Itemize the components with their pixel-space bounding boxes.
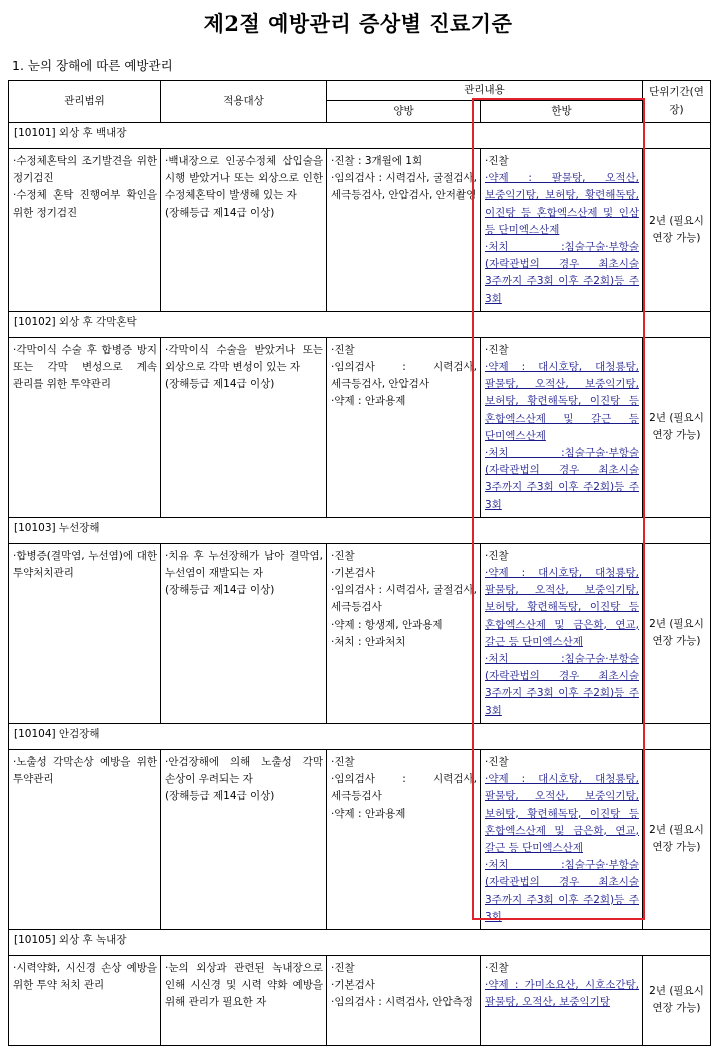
group-title: [10101] 외상 후 백내장 (9, 123, 711, 149)
oriental-cell (481, 149, 643, 312)
oriental-link-line: ·약제 : 대시호탕, 대청룡탕, 팔물탕, 오적산, 보중익기탕, 보허탕, 황련해독탕, 이진탕 등 혼합엑스산제 및 갈근 등 단미엑스산제 (485, 361, 639, 442)
western-cell-line: ·진찰 (331, 755, 355, 768)
western-cell-line: ·임의검사 : 시력검사, 세극등검사, 안압검사 (331, 361, 477, 391)
scope-cell (9, 749, 161, 929)
western-cell-line: ·진찰 (331, 549, 355, 562)
western-cell (327, 543, 481, 723)
period-cell: 2년 (필요시 연장 가능) (643, 955, 711, 1045)
western-cell (327, 149, 481, 312)
scope-cell-line: ·각막이식 수술 후 합병증 방지 또는 각막 변성으로 계속 관리를 위한 투약관리 (13, 343, 157, 391)
target-cell-line: (장해등급 제14급 이상) (165, 206, 275, 219)
oriental-link-line: ·처치 :침술구술·부항술(자락관법의 경우 최초시술 3주까지 주3회 이후 주2회)등 주 3회 (485, 859, 639, 923)
western-cell-line: ·임의검사 : 시력검사, 굴절검사, 세극등검사 (331, 584, 477, 614)
western-cell-line: ·약제 : 항생제, 안과용제 (331, 618, 443, 631)
target-cell-line: ·각막이식 수술을 받았거나 또는 외상으로 각막 변성이 있는 자 (165, 343, 323, 374)
oriental-link-line: ·처치 :침술구술·부항술(자락관법의 경우 최초시술 3주까지 주3회 이후 주2회)등 주 3회 (485, 241, 639, 305)
western-cell-line: ·약제 : 안과용제 (331, 395, 406, 408)
oriental-link-line: ·약제 : 가미소요산, 시호소간탕, 팔물탕, 오적산, 보중익기탕 (485, 979, 639, 1009)
page-title: 제2절 예방관리 증상별 진료기준 (203, 11, 513, 36)
western-cell (327, 955, 481, 1045)
target-cell-line: ·치유 후 누선장해가 남아 결막염, 누선염이 재발되는 자 (165, 549, 323, 580)
group-title: [10105] 외상 후 녹내장 (9, 929, 711, 955)
header-period: 단위기간(연장) (643, 81, 711, 123)
group-title: [10102] 외상 후 각막혼탁 (9, 311, 711, 337)
period-cell: 2년 (필요시 연장 가능) (643, 749, 711, 929)
group-title: [10103] 누선장해 (9, 517, 711, 543)
western-cell-line: ·임의검사 : 시력검사, 굴절검사, 세극등검사, 안압검사, 안저촬영 (331, 172, 477, 202)
target-cell-line: (장해등급 제14급 이상) (165, 790, 275, 803)
target-cell-line: ·안검장해에 의해 노출성 각막 손상이 우려되는 자 (165, 755, 323, 786)
western-cell-line: ·약제 : 안과용제 (331, 807, 406, 820)
oriental-cell (481, 749, 643, 929)
period-cell: 2년 (필요시 연장 가능) (643, 149, 711, 312)
scope-cell (9, 955, 161, 1045)
header-content: 관리내용 (327, 81, 643, 101)
criteria-table (8, 80, 711, 1046)
target-cell (161, 149, 327, 312)
oriental-cell-line: ·진찰 (485, 343, 509, 356)
scope-cell (9, 149, 161, 312)
header-western: 양방 (327, 101, 481, 123)
western-cell-line: ·임의검사 : 시력검사, 세극등검사 (331, 773, 477, 803)
header-target: 적용대상 (161, 81, 327, 123)
oriental-cell-line: ·진찰 (485, 961, 509, 974)
oriental-cell-line: ·진찰 (485, 549, 509, 562)
header-oriental: 한방 (481, 101, 643, 123)
scope-cell (9, 337, 161, 517)
western-cell-line: ·처치 : 안과처치 (331, 635, 406, 648)
target-cell-line: (장해등급 제14급 이상) (165, 584, 275, 597)
scope-cell-line: ·수정체 혼탁 진행여부 확인을 위한 정기검진 (13, 189, 157, 219)
western-cell-line: ·임의검사 : 시력검사, 안압측정 (331, 996, 473, 1009)
period-cell: 2년 (필요시 연장 가능) (643, 543, 711, 723)
oriental-cell-line: ·진찰 (485, 755, 509, 768)
western-cell-line: ·기본검사 (331, 567, 375, 580)
oriental-link-line: ·약제 : 팔물탕, 오적산, 보중익기탕, 보허탕, 황련해독탕, 이진탕 등 혼합엑스산제 및 인삼 등 단미엑스산제 (485, 172, 639, 236)
oriental-link-line: ·약제 : 대시호탕, 대청룡탕, 팔물탕, 오적산, 보중익기탕, 보허탕, 황련해독탕, 이진탕 등 혼합엑스산제 및 금은화, 연교, 갈근 등 단미엑스산제 (485, 567, 639, 648)
scope-cell-line: ·합병증(결막염, 누선염)에 대한 투약처치관리 (13, 549, 157, 580)
scope-cell (9, 543, 161, 723)
period-cell: 2년 (필요시 연장 가능) (643, 337, 711, 517)
oriental-link-line: ·처치 :침술구술·부항술(자락관법의 경우 최초시술 3주까지 주3회 이후 주2회)등 주 3회 (485, 653, 639, 717)
scope-cell-line: ·노출성 각막손상 예방을 위한 투약관리 (13, 755, 157, 786)
oriental-cell-line: ·진찰 (485, 155, 509, 167)
target-cell-line: ·백내장으로 인공수정체 삽입술을 시행 받았거나 또는 외상으로 인한 수정체혼탁이 발생해 있는 자 (165, 155, 323, 202)
western-cell-line: ·기본검사 (331, 979, 375, 992)
target-cell (161, 337, 327, 517)
oriental-link-line: ·약제 : 대시호탕, 대청룡탕, 팔물탕, 오적산, 보중익기탕, 보허탕, 황련해독탕, 이진탕 등 혼합엑스산제 및 금은화, 연교, 갈근 등 단미엑스산제 (485, 773, 639, 854)
target-cell-line: ·눈의 외상과 관련된 녹내장으로 인해 시신경 및 시력 약화 예방을 위해 관리가 필요한 자 (165, 961, 323, 1009)
target-cell (161, 749, 327, 929)
western-cell-line: ·진찰 (331, 343, 355, 356)
oriental-cell (481, 543, 643, 723)
section-heading: 1. 눈의 장해에 따른 예방관리 (12, 58, 173, 73)
scope-cell-line: ·시력약화, 시신경 손상 예방을 위한 투약 처치 관리 (13, 961, 157, 992)
oriental-cell (481, 955, 643, 1045)
scope-cell-line: ·수정체혼탁의 조기발견을 위한 정기검진 (13, 155, 157, 185)
western-cell-line: ·진찰 : 3개월에 1회 (331, 155, 423, 167)
header-scope: 관리범위 (9, 81, 161, 123)
target-cell (161, 955, 327, 1045)
western-cell (327, 337, 481, 517)
group-title: [10104] 안검장해 (9, 723, 711, 749)
oriental-link-line: ·처치 :침술구술·부항술(자락관법의 경우 최초시술 3주까지 주3회 이후 주2회)등 주 3회 (485, 447, 639, 511)
oriental-cell (481, 337, 643, 517)
target-cell (161, 543, 327, 723)
western-cell-line: ·진찰 (331, 961, 355, 974)
western-cell (327, 749, 481, 929)
target-cell-line: (장해등급 제14급 이상) (165, 378, 275, 391)
